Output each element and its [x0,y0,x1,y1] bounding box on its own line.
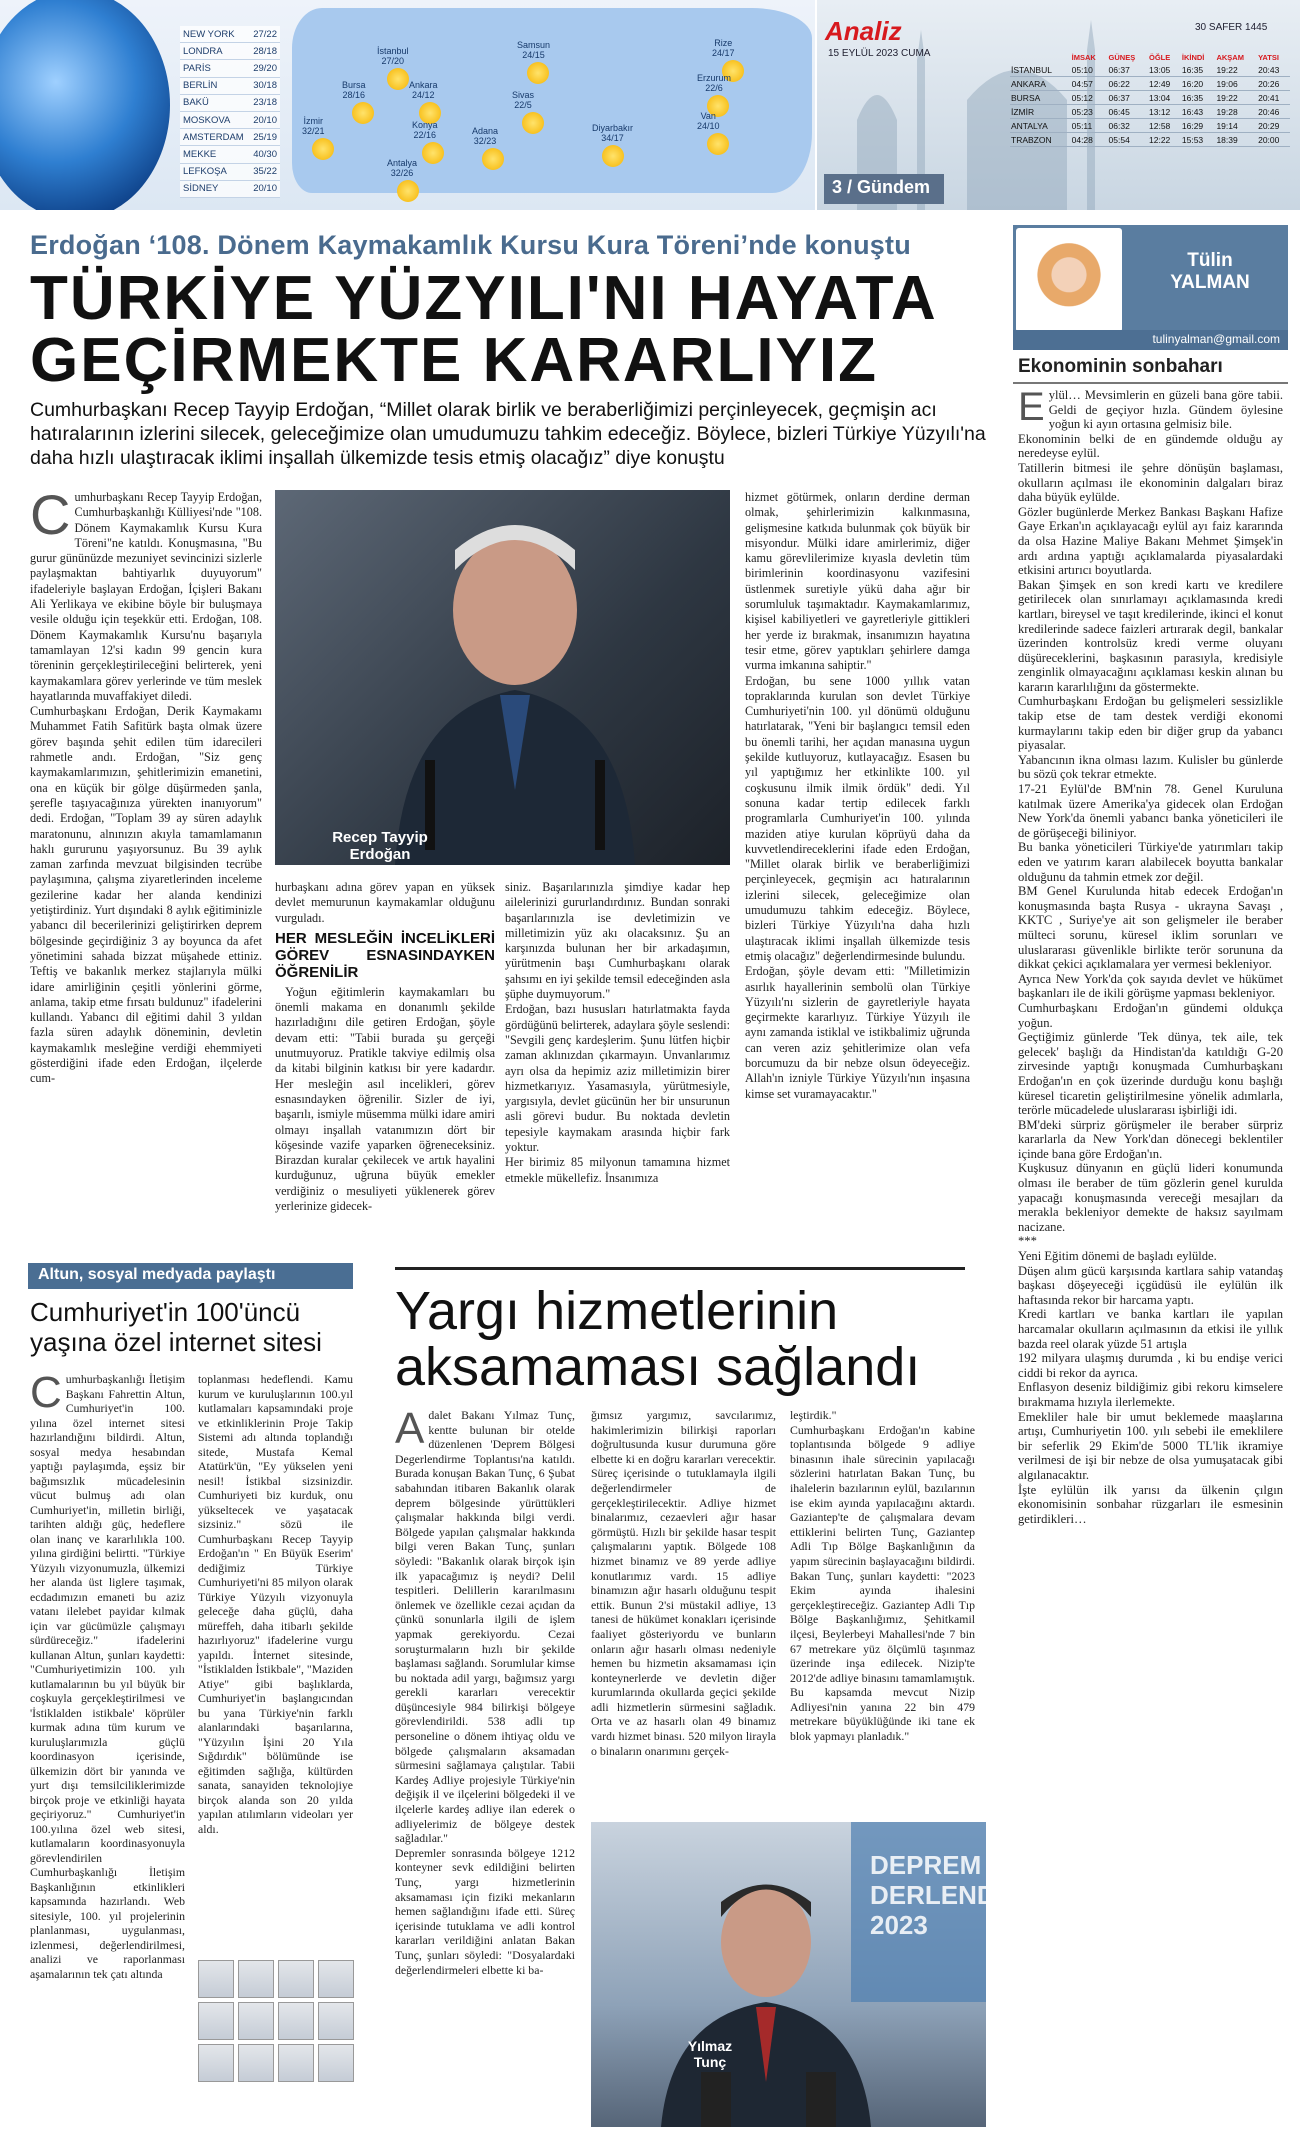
prayer-city: İZMİR [1010,105,1071,119]
divider [1013,382,1288,384]
prayer-column-header [1010,52,1071,63]
city-weather-row [180,78,280,95]
map-city-temp: 32/26 [390,168,414,178]
prayer-time: 16:35 [1181,63,1216,77]
prayer-time: 20:43 [1257,63,1290,77]
article2-text-1: umhurbaşkanlığı İletişim Başkanı Fahrettin Altun, Cumhuriyet'in 100. yılına özel internet sitesi hazırlandığını bildirdi. Altun, sosyal medya hesabından yaptığı paylaşımda, eşsiz bir bağımsızlık mücadelesinin vücut bulmuş adı olan Cumhuriyet'in, milletin birliği, tarihten aldığı güç, hedeflere olan inanç ve kararlılıkla 100. yılına girdiğini belirtti. "Türkiye Yüzyılı vizyonumuzla, ülkemizi her alanda üst liglere taşımak, ecdadımızın emaneti bu aziz vatanı ilelebet payidar kılmak için var gücümüzle çalışmayı sürdüreceğiz." ifadelerini kullanan Altun, şunları kaydetti: "Cumhuriyetimizin 100. yılı kutlamalarının bu yıl büyük bir coşkuyla gerçekleştirilmesi ve 'İstiklalden istikbale' köprüler kurmak adına tüm kurum ve kuruluşlarımızla güçlü koordinasyon içerisinde, ülkemizin dört bir yanında ve yurt dışı temsilciliklerimizde birçok proje ve etkinliği hayata geçiriyoruz." Cumhuriyet'in 100.yılına özel web sitesi, kutlamaların koordinasyonuyla görevlendirilen Cumhurbaşkanlığı İletişim Başkanlığının etkinlikleri kapsamında hazırlandı. Web sitesiyle, 100. yıl projelerinin planlanması, uygulanması, izlenmesi, değerlendirilmesi, analizi ve raporlanması aşamalarının tek çatı altında [30,1372,185,1981]
city-temp: 20/10 [253,183,277,195]
column-body [1018,388,1283,2123]
prayer-column-header: ÖĞLE [1149,53,1171,62]
prayer-column-header: GÜNEŞ [1108,53,1136,62]
sun-icon [387,68,409,90]
divider [395,1267,965,1270]
sun-icon [602,145,624,167]
city-name: BAKÜ [183,97,209,109]
city-weather-row [180,112,280,129]
globe-image [0,0,170,210]
map-city-temp: 22/5 [514,100,532,110]
column-title: Ekonominin sonbaharı [1018,356,1223,377]
city-temp: 30/18 [253,80,277,92]
prayer-time: 16:43 [1181,105,1216,119]
city-name: PARİS [183,62,211,74]
prayer-time: 04:28 [1071,133,1108,147]
city-name: MEKKE [183,148,217,160]
prayer-time: 05:54 [1108,133,1148,147]
city-temp: 35/22 [253,166,277,178]
map-city-weather [409,80,438,100]
map-city-name: Antalya [387,158,418,168]
backdrop-banner-text: DEPREM B DERLENDİRM 2023 [870,1850,1044,1940]
prayer-time: 18:39 [1215,133,1257,147]
map-city-temp: 32/21 [302,126,325,136]
map-city-weather [412,120,438,140]
map-city-name: Konya [412,120,438,130]
city-temp: 20/10 [253,114,277,126]
prayer-time: 20:41 [1257,91,1290,105]
city-temp: 23/18 [253,97,277,109]
issue-date: 15 EYLÜL 2023 CUMA [828,48,931,59]
column-text: ylül… Mevsimlerin en güzeli bana göre tabii. Geldi de geçiyor hızla. Gündem öylesine yoğun ki ayın ortasına gelmisiz bile. Ekonominin belki de en gündemde olduğu ay neredeyse eylül. Tatillerin bitmesi ile şehre dönüşün başlaması, okulların açılması ile ekonominin dalgaları biraz daha büyük eylülde. Gözler bugünlerde Merkez Bankası Başkanı Hafize Gaye Erkan'ın açıklayacağı eylül ayı faiz kararında da olsa Hazine Maliye Bakanı Mehmet Şimşek'in ardı ardına yaptığı açıklamalarda piyasalardaki etkisini artırıcı boyutlarda. Bakan Şimşek en son kredi kartı ve kredilere getirilecek olan sınırlamayı açıklamasında kredi kartları, bireysel ve taşıt kredilerinde, ikinci el konut kredilerinde sadece faizleri artırarak degil, bankalar üzerinden kontrolsüz kredi verme oluyanı düşüreceklerini, başkasının parasıyla, kredisiyle zenginlik olmayacağını açıklaması keskin alınan bu kararın kararlılığını da göstermekte. Cumhurbaşkanı Erdoğan bu gelişmeleri sessizlikle takip etse de tam destek verdiği ekonomi kurmaylarını takip eden bir diğer grup da yabancı piyasalar. Yabancının ikna olması lazım. Kulisler bu günlerde bu sözü çok tekrar etmekte. 17-21 Eylül'de BM'nin 78. Genel Kuruluna katılmak üzere Amerika'ya gidecek olan Erdoğan New York'da önemli yabancı banka yöneticileri ile de görüşeceği biliniyor. Bu banka yöneticileri Türkiye'de yatırımları takip eden ve yatırım kararı alabilecek boyutta bankalar olduğunu da tahmin etmek zor değil. BM Genel Kurulunda hitab edecek Erdoğan'ın konuşmasında başta Rusya - ukrayna Savaşı , KKTC , Suriye'ye ait son gelişmeler ile beraber mülteci sorunu, küresel iklim sorunları ve uluslararası güvenlikle birlikte terör sorununa da dikkat çekici açıklamalara yer vermesi bekleniyor. Ayrıca New York'da çok sayıda devlet ve hükümet başkanları ile de ikili görüşme yapması bekleniyor. Cumhurbaşkanı Erdoğan'ın gündemi oldukça yoğun. Geçtiğimiz günlerde 'Tek dünya, tek aile, tek gelecek' başlığı da Hindistan'da katıldığı G-20 zirvesinde yaptığı konuşmada Cumhurbaşkanı Erdoğan'ın en çok üzerinde durduğu konu başlığı küresel ticaretin geliştirilmesine yönelik adımlarla, terörle mücadelede uluslararası işbirliği idi. BM'deki sürpriz görüşmeler ile beraber sürpriz kararlarla da New York'dan dönecegi beklentiler içinde bana göre Erdoğan'ın. Kuşkusuz dünyanın en güçlü lideri konumunda olması ile beraber de tüm gözlerin genel kurulda yapacağı konuşmasında vereceği mesajları da merakla bekleniyor demekte de haksız sayılmam nacizane. *** Yeni Eğitim dönemi de başladı eylülde. Düşen alım gücü karşısında kartlara sahip vatandaş başkası döşeyeceği içgüdüsü ile eylülün ilk haftasında rekor bir harcama yaptı. Kredi kartları ve banka kartları ile yapılan harcamalar okulların açılmasının da etkisi ile yıllık bazda reel olarak yüzde 51 artışla 192 milyara ulaşmış durumda , ki bu endişe verici ciddi bi rekor da ayrıca. Enflasyon deseniz bildiğimiz gibi rekoru kimselere bırakmama hızıyla ilerlemekte. Emekliler hale bir umut beklemede maaşlarına artışı, Cumhuriyetin 100. yılı sebebi ile emeklilere bir seferlik 29 Ekim'de 5000 TL'lik ikramiye verilmesi de işi bir nebze de olsa yumuşatacak gibi algılanacaktır. İşte eylülün ilk yarısı da ülkenin çılgın ekonomisinin sonbahar rüzgarları ile esmesinin getirdikleri… [1018,388,1283,1526]
map-city-name: Bursa [342,80,366,90]
map-city-temp: 32/23 [473,136,497,146]
prayer-times-table [1010,52,1290,147]
map-city-temp: 24/10 [697,121,720,131]
city-weather-row [180,26,280,43]
turkey-weather-map [292,8,812,193]
headline-line-2: GEÇİRMEKTE KARARLIYIZ [30,326,878,395]
map-city-weather [302,116,325,136]
sun-icon [527,62,549,84]
map-city-weather [697,73,731,93]
article3-text-3: leştirdik." Cumhurbaşkanı Erdoğan'ın kabine toplantısında bölgede 9 adliye binasının ihale sürecinin yapılacağı sözlerini hatırlatan Bakan Tunç, bu ihalelerin bazılarının eylül, bazılarının ise ekim ayında yapılacağını aktardı. Gaziantep'te de çalışmalara devam ettiklerini belirten Tunç, Gaziantep Adli Tıp Bölge Başkanlığının da yapım sürecinin başlayacağını bildirdi. Bakan Tunç, şunları kaydetti: "2023 Ekim ayında ihalesini gerçekleştireceğiz. Gaziantep Adli Tıp Bölge Başkanlığımız, Şehitkamil ilçesi, Beylerbeyi Mahallesi'nde 7 bin 67 metrekare yüz ölçümlü taşınmaz üzerinde inşa edilecek. Nizip'te 2012'de adliye binasını tamamlamıştık. Bu kapsamda mevcut Nizip Adliyesi'nin yanına 22 bin 479 metrekare büyüklüğünde iki tane ek blok yapmayı planladık." [790,1408,975,1744]
article1-column-4 [745,490,970,1260]
map-city-weather [472,126,498,146]
city-weather-row [180,181,280,198]
prayer-time: 06:37 [1108,91,1148,105]
map-city-name: Van [700,111,716,121]
prayer-time: 20:26 [1257,77,1290,91]
prayer-time: 05:23 [1071,105,1108,119]
map-city-temp: 34/17 [601,133,624,143]
map-city-name: Erzurum [697,73,732,83]
drop-cap: E [1018,388,1045,429]
columnist-email[interactable]: tulinyalman@gmail.com [1013,330,1288,350]
map-city-temp: 27/20 [381,56,405,66]
prayer-time: 13:04 [1148,91,1181,105]
website-screenshots [198,1960,353,2120]
prayer-row [1010,63,1290,77]
prayer-row [1010,105,1290,119]
map-city-temp: 22/16 [413,130,437,140]
article1-text-1: umhurbaşkanı Recep Tayyip Erdoğan, Cumhurbaşkanlığı Külliyesi'nde "108. Dönem Kaymakamlık Kursu Kura Töreni"ne katıldı. Konuşmasına, "Bu gurur gününüzde mezuniyet sevincinizi sizlerle paylaşmaktan bahtiyarlık duyuyorum" ifadeleriyle başlayan Erdoğan, İçişleri Bakanı Ali Yerlikaya ve ekibine böyle bir buluşmaya vesile olduğu için teşekkür etti. Erdoğan, 108. Dönem Kaymakamlık Kursu'nu başarıyla tamamlayan 12'si kadın 99 gencin kura töreninin gerçekleştirileceğini belirterek, yeni kaymakamlara görev yerlerinde ve tüm meslek hayatlarında muvaffakiyet diledi. Cumhurbaşkanı Erdoğan, Derik Kaymakamı Muhammet Fatih Safitürk başta olmak üzere görev başında şehit edilen tüm idarecileri rahmetle andı. Erdoğan, "Siz genç kaymakamlarımızın, şehitlerimizin emanetini, ona en küçük bir gölge düşürmeden şanla, şerefle taşıyacağınıza yürekten inanıyorum" dedi. Erdoğan, "Toplam 39 ay süren adaylık maratonunu, alnınızın akıyla tamamlamanın haklı gururunu yaşıyorsunuz. Bu 39 aylık zaman zarfında mevzuat bilgisinden tecrübe paylaşımına, çalışma ziyaretlerinden inceleme gezilerine kadar her alanda kendinizi yetiştirdiniz. Yurt dışındaki 8 aylık eğitiminizle yabancı dil becerilerinizi geliştirirken deprem bölgesinde geçirdiğiniz 3 ay boyunca da afet yönetimini sahada bizzat müşahede ettiniz. Teftiş ve bakanlık merkez stajlarıyla mülki idare amirliğinin çeşitli yönlerini görme, anlama, takip etme fırsatı buldunuz" ifadelerini kullandı. Yabancı dil eğitimi dahil 3 yıldan fazla süren adaylık döneminin, devletin kaymakamlık mesleğine verdiği ehemmiyeti gösterdiğini ifade eden Erdoğan, ilçelerde cum- [30,490,262,1086]
prayer-city: TRABZON [1010,133,1071,147]
prayer-city: BURSA [1010,91,1071,105]
prayer-row [1010,133,1290,147]
columnist-photo [1016,228,1122,332]
headline-line-1: TÜRKİYE YÜZYILI'NI HAYATA [30,264,938,333]
article-spot: Cumhurbaşkanı Recep Tayyip Erdoğan, “Millet olarak birlik ve beraberliğimizi perçinleyecek, geçmişin acı hatıralarının izlerini silecek, geleceğimize olan umudumuzu tahkim edeceğiz. Böylece, bizleri Türkiye Yüzyılı'na daha hızlı ulaştıracak iklimi inşallah ülkemizde tesis etmiş olacağız” diye konuştu [30,399,986,469]
map-city-weather [342,80,366,100]
city-temp: 40/30 [253,148,277,160]
prayer-time: 20:29 [1257,119,1290,133]
prayer-city: ANKARA [1010,77,1071,91]
prayer-time: 13:05 [1148,63,1181,77]
prayer-time: 19:06 [1215,77,1257,91]
article3-column-3 [790,1408,975,1818]
prayer-time: 06:22 [1108,77,1148,91]
prayer-time: 16:20 [1181,77,1216,91]
prayer-time: 19:22 [1215,91,1257,105]
prayer-city: ANTALYA [1010,119,1071,133]
city-weather-row [180,95,280,112]
sun-icon [522,112,544,134]
article2-column-1 [30,1372,185,2122]
city-weather-row [180,146,280,163]
hijri-date: 30 SAFER 1445 [1195,22,1268,33]
photo-caption: Yılmaz Tunç [687,2038,733,2070]
map-city-temp: 22/6 [705,83,723,93]
map-city-name: Ankara [409,80,438,90]
prayer-time: 20:46 [1257,105,1290,119]
prayer-column-header: İMSAK [1071,53,1096,62]
map-city-temp: 24/17 [712,48,735,58]
city-weather-row [180,43,280,60]
city-weather-row [180,164,280,181]
city-name: SİDNEY [183,183,219,195]
city-temp: 28/18 [253,45,277,57]
article-kicker: Erdoğan ‘108. Dönem Kaymakamlık Kursu Kura Töreni’nde konuştu [30,230,911,260]
prayer-column-header: İKİNDİ [1181,53,1205,62]
prayer-city: İSTANBUL [1010,63,1071,77]
city-name: AMSTERDAM [183,131,244,143]
article1-text-4: hizmet götürmek, onların derdine derman olmak, şehirlerimizin kalkınmasına, gelişmesine katkıda bulunmak çok büyük bir misyondur. Mülki idare amirlerimiz, diğer kamu görevlilerimize kıyasla devletin tüm birimlerinin koordinasyonu vazifesini üstlenmek suretiyle yükü daha ağır bir sorumluluk taşımaktadır. Kaymakamlarımız, kişisel kabiliyetleri ve gayretleriyle gittikleri her yerde iz bırakmak, insanımızın hayatına tesir etme, görev yaptıkları şehirlere damga vurma imkanına sahiptir." Erdoğan, bu sene 1000 yıllık vatan topraklarında kurulan son devlet Türkiye Cumhuriyeti'nin 100. yıl dönümü olduğunu hatırlatarak, "Yeni bir başlangıcı temsil eden bu önemli tarihi, her açıdan manasına uygun şekilde kutluyoruz, kutlayacağız. Esasen bu yıl yaptığımız her etkinlikte 100. yıl coşkusunu ilmik ilmik ördük" dedi. Yıl sonuna kadar tertip edilecek farklı programlarla Cumhuriyet'in 100. yılında maziden atiye kurulan köprüyü daha da kuvvetlendireceklerini ifade eden Erdoğan, "Millet olarak birlik ve beraberliğimizi perçinleyecek, geçmişin acı hatıralarının izlerini silecek, geleceğimize olan umudumuzu tahkim edeceğiz. Böylece, bizleri Türkiye Yüzyılı'na daha hızlı ulaştıracak iklimi inşallah ülkemizde tesis etmiş olacağız" değerlendirmesinde bulundu. Erdoğan, şöyle devam etti: "Milletimizin asırlık hayallerinin sembolü olan Türkiye Yüzyılı'nı sizlerin de gayretleriyle hayata geçirmekte kararlıyız. Türkiye Yüzyılı ile aynı zamanda istiklal ve istikbalimiz uğrunda can veren aziz şehitlerimize olan vefa borcumuzu da bir nebze olsun ödeyeceğiz. Allah'ın izniyle Türkiye Yüzyılı'nın inşasına kimse set vuramayacaktır." [745,490,970,1101]
article1-subheading: HER MESLEĞİN İNCELİKLERİ GÖREV ESNASINDAYKEN ÖĞRENİLİR [275,929,495,981]
prayer-time: 16:29 [1181,119,1216,133]
map-city-temp: 24/12 [412,90,435,100]
prayer-time: 05:11 [1071,119,1108,133]
map-city-weather [712,38,735,58]
prayer-time: 04:57 [1071,77,1108,91]
city-temp: 27/22 [253,28,277,40]
map-city-name: Sivas [512,90,535,100]
map-city-temp: 28/16 [342,90,366,100]
prayer-time: 19:22 [1215,63,1257,77]
prayer-row [1010,119,1290,133]
prayer-time: 13:12 [1148,105,1181,119]
prayer-column-header: AKŞAM [1216,53,1244,62]
sun-icon [397,180,419,202]
article1-column-3 [505,880,730,1260]
map-city-name: Diyarbakır [592,123,634,133]
sun-icon [352,102,374,124]
article3-headline-line-2: aksamaması sağlandı [395,1337,921,1397]
map-city-name: İstanbul [377,46,409,56]
article3-headline [395,1283,985,1395]
map-city-name: Samsun [517,40,551,50]
article1-text-2a: hurbaşkanı adına görev yapan en yüksek devlet memurunun kaymakamlar olduğunu vurguladı. [275,880,495,925]
city-name: LONDRA [183,45,223,57]
article1-text-3: siniz. Başarılarınızla şimdiye kadar hep ailelerinizi gururlandırdınız. Bundan sonraki başarılarınızla ise devletimizin ve milletimizin yüz akı olacaksınız. Şu an karşınızda bulunan her bir arkadaşımın, yürütmenin başı Cumhurbaşkanı olarak şahsımı en iyi şekilde temsil edeceğinden asla şüphe duymuyorum." Erdoğan, bazı hususları hatırlatmakta fayda gördüğünü belirterek, adaylara şöyle seslendi: "Sevgili genç kardeşlerim. Şunu lütfen hiçbir zaman aklınızdan çıkarmayın. Unvanlarımız ayrı olsa da hepimiz aziz milletimizin birer hizmetkarıyız. Yasamasıyla, yürütmesiyle, yargısıyla, devlet gücünün her bir unsurunun asli görevi budur. Bu noktada devletin tepesiyle kaymakam arasında hiçbir fark yoktur. Her birimiz 85 milyonun tamamına hizmet etmekle mükellefiz. İnsanımıza [505,880,730,1185]
article2-column-2 [198,1372,353,1957]
prayer-time: 06:45 [1108,105,1148,119]
prayer-time: 12:58 [1148,119,1181,133]
prayer-time: 12:22 [1148,133,1181,147]
prayer-column-header: YATSI [1258,53,1279,62]
article3-column-2 [591,1408,776,1818]
article3-text-2: ğımsız yargımız, savcılarımız, hakimlerimizin bilirkişi raporları doğrultusunda kusur durumuna göre elbette ki en doğru kararları verecektir. Süreç içerisinde o tutuklamayla ilgili değerlendirmeler de gerçekleştirilecektir. Adliye hizmet binalarımız, cezaevleri ağır hasar görmüştü. Hızlı bir şekilde hasar tespit çalışmalarını yaptık. Bölgede 108 hizmet binamız ve 89 yerde adliye konutlarımız vardı. 15 adliye binamızın ağır hasarlı olduğunu tespit ettik. Bunun 2'si müstakil adliye, 13 tanesi de hükümet konakları içerisinde faaliyet gösteriyordu ve bunların onların ağır hasarlı olması nedeniyle hemen bu hizmetin aksamaması için konteynerlerde ve devletin diğer kurumlarında okullarda geçici şekilde adli hizmetlerin sürmesini sağladık. Orta ve az hasarlı olan 49 binamız vardı hizmet binası. 520 milyon lirayla o binaların onarımını gerçek- [591,1408,776,1758]
drop-cap: C [30,490,71,546]
sun-icon [312,138,334,160]
map-city-weather [592,123,633,143]
columnist-first-name: Tülin [1187,250,1233,271]
prayer-time: 05:12 [1071,91,1108,105]
prayer-time: 06:37 [1108,63,1148,77]
world-weather-list [180,26,280,198]
prayer-time: 19:14 [1215,119,1257,133]
weather-panel [0,0,815,210]
article1-text-2b: Yoğun eğitimlerin kaymakamları bu önemli makama en donanımlı şekilde hazırladığını dile getiren Erdoğan, şöyle devam etti: "Tabii burada şu gerçeği unutmuyoruz. Pratikle takviye edilmiş olsa da kitabi bilginin katkısı bir yere kadardır. Her mesleğin asıl incelikleri, görev esnasındayken öğrenilir. Sizler de iyi, başarılı, ismiyle müsemma mülki idare amiri olmayı inşallah vatanımızın dört bir köşesinde vazife yaparken öğreneceksiniz. Birazdan kuralar çekilecek ve artık hayalini kurduğunuz, uğruna büyük emekler verdiğiniz o mesuliyeti yüklenerek görev yerlerinize gidecek- [275,984,495,1214]
portrait-illustration [275,490,730,865]
prayer-time: 19:28 [1215,105,1257,119]
article1-column-2 [275,880,495,1260]
map-city-weather [512,90,534,110]
erdogan-photo [275,490,730,865]
map-city-weather [697,111,720,131]
columnist-last-name: YALMAN [1170,272,1250,293]
sun-icon [422,142,444,164]
map-city-name: İzmir [303,116,324,126]
city-temp: 25/19 [253,131,277,143]
prayer-time: 05:10 [1071,63,1108,77]
main-headline [30,264,990,395]
map-city-weather [377,46,409,66]
columnist-name [1150,250,1270,294]
city-name: NEW YORK [183,28,235,40]
prayer-row [1010,77,1290,91]
sun-icon [482,148,504,170]
article3-headline-line-1: Yargı hizmetlerinin [395,1281,839,1341]
city-name: MOSKOVA [183,114,231,126]
prayer-time: 06:32 [1108,119,1148,133]
city-name: BERLİN [183,80,218,92]
map-city-name: Rize [714,38,733,48]
prayer-time: 15:53 [1181,133,1216,147]
map-city-temp: 24/15 [522,50,545,60]
article3-column-1 [395,1408,575,2128]
city-name: LEFKOŞA [183,166,227,178]
section-label: 3 / Gündem [824,174,944,204]
prayer-time: 12:49 [1148,77,1181,91]
city-temp: 29/20 [253,62,277,74]
article2-tag: Altun, sosyal medyada paylaştı [28,1263,353,1289]
article2-headline: Cumhuriyet'in 100'üncü yaşına özel internet sitesi [30,1297,322,1357]
sun-icon [707,133,729,155]
photo-caption: Recep Tayyip Erdoğan [332,829,428,863]
drop-cap: C [30,1372,62,1417]
map-city-name: Adana [472,126,499,136]
prayer-row [1010,91,1290,105]
map-city-weather [517,40,550,60]
prayer-time: 20:00 [1257,133,1290,147]
city-weather-row [180,60,280,77]
article3-text-1: dalet Bakanı Yılmaz Tunç, kentte bulunan bir otelde düzenlenen 'Deprem Bölgesi Degerlendirme Toplantısı'na katıldı. Burada konuşan Bakan Tunç, 6 Şubat sabahından itibaren Bakanlık olarak deprem bölgesinde yürüttükleri çalışmalar hakkında bilgi verdi. Bölgede yapılan çalışmalar hakkında bilgi veren Bakan Tunç, şunları söyledi: "Bakanlık olarak birçok işin ilk yapacağımız iş neydi? Delil tespitleri. Delillerin kararılmasını önlemek ve özellikle cezai açıdan da çünkü sonunlarla ilgili de işlem yapmak gerekiyordu. Cezai soruşturmaların hızlı bir şekilde başlaması sağlandı. Sorumlular kimse bu noktada adil yargı, bağımsız yargı gerekli kararları verecektir düşüncesiyle 984 bilirkişi bölgeye görevlendirildi. 538 adli tıp personeline o dönem ihtiyaç oldu ve bölgede çalışmaların aksamadan sürmesini sağlamaya çalıştılar. Tabii Kardeş Adliye projesiyle Türkiye'nin değişik il ve ilçelerini bölgedeki il ve ilçelerle kardeş adliye ilan ederek o adliyelerimiz de bölgeye destek sağladılar." Depremler sonrasında bölgeye 1212 konteyner sevk edildiğini belirten Tunç, yargı hizmetlerinin aksamaması için fiziki mekanların hemen sağlandığını ifade etti. Süreç içerisinde tutuklama ve adli kontrol kararları verildiğini anlatan Bakan Tunç, şunları söyledi: "Dosyalardaki değerlendirmeleri elbette ki ba- [395,1408,575,1977]
map-city-weather [387,158,417,178]
city-weather-row [180,129,280,146]
prayer-time: 16:35 [1181,91,1216,105]
newspaper-logo: Analiz [825,16,902,46]
article2-text-2: toplanması hedeflendi. Kamu kurum ve kuruluşlarının 100.yıl kutlamaları kapsamındaki proje ve etkinliklerinin Proje Takip Sistemi adı altında toplandığı sitede, Mustafa Kemal Atatürk'ün, "Ey yükselen yeni nesil! İstikbal sizsinizdir. Cumhuriyeti biz kurduk, onu yükseltecek ve yaşatacak sizsiniz." sözü ile Cumhurbaşkanı Recep Tayyip Erdoğan'ın " En Büyük Eserim' dediğimiz Türkiye Cumhuriyeti'ni 85 milyon olarak Türkiye Yüzyılı vizyonuyla geleceğe daha güçlü, daha müreffeh, daha itibarlı şekilde hazırlıyoruz" ifadelerine vurgu yapıldı. İnternet sitesinde, "İstiklalden İstikbale", "Maziden Atiye" gibi başlıklarda, Cumhuriyet'in başlangıcından bu yana Türkiye'nin farklı alanlarındaki başarılarına, "Yüzyılın İşini 20 Yıla Sığdırdık" bölümünde ise eğitimden sağlığa, kültürden sanata, sanayiden teknolojiye birçok alanda son 20 yılda yapılan atılımların videoları yer aldı. [198,1372,353,1836]
drop-cap: A [395,1408,425,1453]
